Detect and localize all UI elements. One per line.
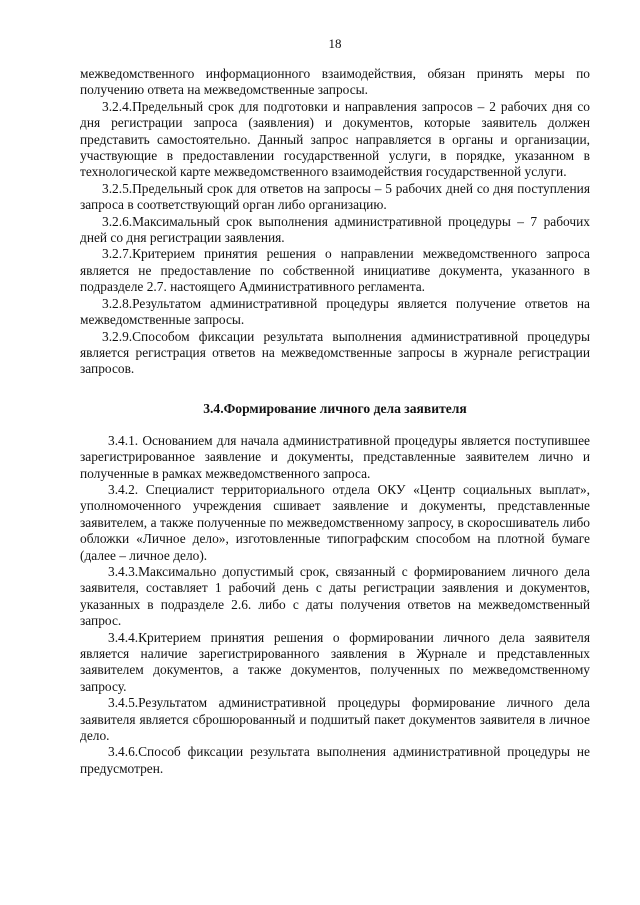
paragraph-3-4-5: 3.4.5.Результатом административной процедуры формирование личного дела заявителя является сброшюрованный и подшитый пакет документов заявителя в личное дело. [80,695,590,744]
page-number: 18 [328,36,342,51]
paragraph-3-2-7: 3.2.7.Критерием принятия решения о направлении межведомственного запроса является не предоставление по собственной инициативе документа, указанного в подразделе 2.7. настоящего Административного регламента. [80,246,590,295]
paragraph-3-2-6: 3.2.6.Максимальный срок выполнения административной процедуры – 7 рабочих дней со дня регистрации заявления. [80,213,590,246]
paragraph-3-2-4: 3.2.4.Предельный срок для подготовки и направления запросов – 2 рабочих дня со дня регистрации запроса (заявления) и документов, которые заявитель должен представить самостоятельно. Данный запрос направляется в органы и организации, участвующие в предоставлении государственной услуги, в порядке, указанном в технологической карте межведомственного взаимодействия государственной услуги. [80,98,590,180]
paragraph-continuation: межведомственного информационного взаимодействия, обязан принять меры по получению ответа на межведомственные запросы. [80,66,590,98]
paragraph-3-2-8: 3.2.8.Результатом административной процедуры является получение ответов на межведомственные запросы. [80,295,590,328]
paragraph-3-4-2: 3.4.2. Специалист территориального отдела ОКУ «Центр социальных выплат», уполномоченного учреждения сшивает заявление и документы, представленные заявителем, а также полученные по межведомственному запросу, в скоросшиватель либо обложки «Личное дело», изготовленные типографским способом на плотной бумаге (далее – личное дело). [80,481,590,563]
paragraph-3-4-1: 3.4.1. Основанием для начала административной процедуры является поступившее зарегистрированное заявление и документы, представленные заявителем лично и полученные в рамках межведомственного запроса. [80,432,590,481]
paragraph-3-4-3: 3.4.3.Максимально допустимый срок, связанный с формированием личного дела заявителя, составляет 1 рабочий день с даты регистрации заявления и документов, указанных в подразделе 2.6. либо с даты получения ответов на межведомственный запрос. [80,563,590,629]
paragraph-3-4-4: 3.4.4.Критерием принятия решения о формировании личного дела заявителя является наличие зарегистрированного заявления в Журнале и представленных заявителем документов, а также документов, полученных по межведомственному запросу. [80,629,590,694]
section-heading: 3.4.Формирование личного дела заявителя [203,400,467,416]
paragraph-3-2-5: 3.2.5.Предельный срок для ответов на запросы – 5 рабочих дней со дня поступления запроса в соответствующий орган либо организацию. [80,180,590,213]
document-page [80,36,590,777]
paragraph-3-2-9: 3.2.9.Способом фиксации результата выполнения административной процедуры является регистрация ответов на межведомственные запросы в журнале регистрации запросов. [80,328,590,377]
paragraph-3-4-6: 3.4.6.Способ фиксации результата выполнения административной процедуры не предусмотрен. [80,744,590,776]
